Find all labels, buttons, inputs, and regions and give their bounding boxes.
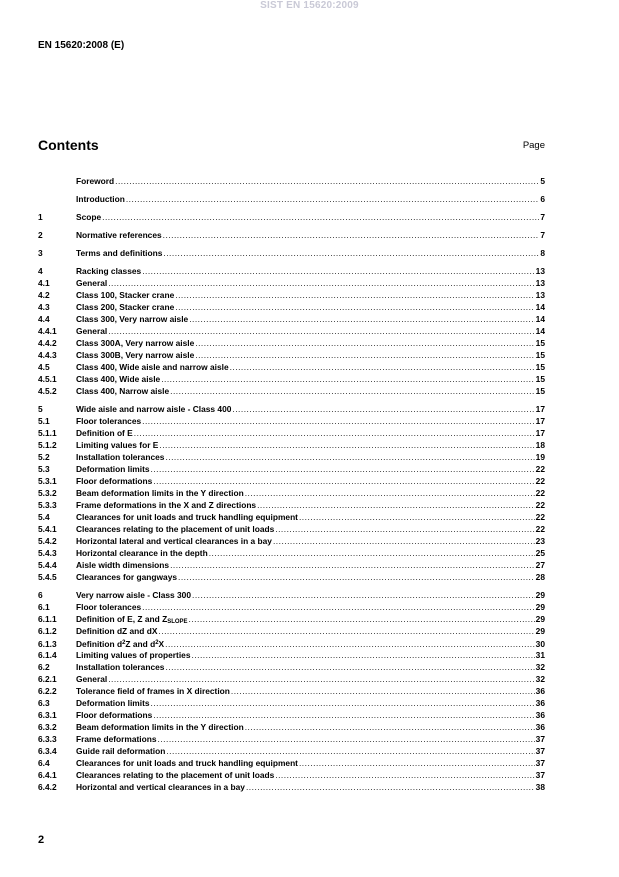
toc-entry-page: 22 [535, 524, 545, 534]
toc-leader-dots [163, 247, 539, 259]
toc-entry-number: 6.3 [38, 698, 50, 708]
toc-leader-dots [158, 625, 534, 637]
toc-leader-dots [166, 745, 534, 757]
toc-entry-page: 37 [535, 734, 545, 744]
toc-entry-title: Horizontal lateral and vertical clearances in a bay [76, 536, 272, 546]
toc-entry-title: Beam deformation limits in the Y direction [76, 722, 244, 732]
toc-entry-page: 15 [535, 350, 545, 360]
toc-entry-title: Floor deformations [76, 710, 153, 720]
toc-entry-page: 31 [535, 650, 545, 660]
toc-entry[interactable] [38, 415, 545, 427]
toc-entry-page: 37 [535, 758, 545, 768]
toc-entry-number: 4.4 [38, 314, 50, 324]
toc-entry-title: Introduction [76, 194, 125, 204]
toc-leader-dots [159, 439, 534, 451]
toc-entry-number: 4.5 [38, 362, 50, 372]
toc-leader-dots [299, 511, 535, 523]
toc-entry[interactable] [38, 697, 545, 709]
toc-leader-dots [108, 277, 534, 289]
toc-entry-title: Terms and definitions [76, 248, 163, 258]
toc-entry[interactable] [38, 211, 545, 223]
toc-entry-number: 5.4.4 [38, 560, 57, 570]
toc-entry-title: Class 100, Stacker crane [76, 290, 175, 300]
toc-entry[interactable] [38, 685, 545, 697]
toc-entry-number: 4.2 [38, 290, 50, 300]
toc-entry-number: 4.5.1 [38, 374, 57, 384]
toc-leader-dots [108, 325, 534, 337]
toc-entry[interactable] [38, 277, 545, 289]
toc-entry-page: 29 [535, 614, 545, 624]
toc-entry[interactable] [38, 247, 545, 259]
toc-entry[interactable] [38, 511, 545, 523]
toc-entry-number: 6.4.1 [38, 770, 57, 780]
toc-entry-page: 29 [535, 626, 545, 636]
toc-leader-dots [163, 229, 540, 241]
toc-entry-page: 22 [535, 476, 545, 486]
toc-entry[interactable] [38, 661, 545, 673]
toc-entry-page: 36 [535, 710, 545, 720]
toc-entry[interactable] [38, 547, 545, 559]
toc-entry-page: 8 [540, 248, 545, 258]
toc-leader-dots [142, 415, 535, 427]
toc-entry-title: Class 300, Very narrow aisle [76, 314, 189, 324]
toc-entry-page: 30 [535, 639, 545, 649]
toc-entry-number: 6.3.3 [38, 734, 57, 744]
toc-entry[interactable] [38, 349, 545, 361]
page-number: 2 [38, 834, 45, 846]
toc-entry-page: 25 [535, 548, 545, 558]
toc-entry-title: Class 400, Wide aisle [76, 374, 161, 384]
toc-entry[interactable] [38, 745, 545, 757]
toc-entry-title: Clearances for gangways [76, 572, 178, 582]
toc-entry-number: 5 [38, 404, 43, 414]
toc-entry-number: 4 [38, 266, 43, 276]
toc-entry-page: 17 [535, 428, 545, 438]
toc-entry-number: 5.3.1 [38, 476, 57, 486]
toc-entry-title: Clearances relating to the placement of unit loads [76, 524, 275, 534]
toc-entry[interactable] [38, 385, 545, 397]
toc-leader-dots [165, 451, 534, 463]
toc-entry[interactable] [38, 559, 545, 571]
toc-entry-title: Installation tolerances [76, 452, 165, 462]
toc-entry-page: 22 [535, 464, 545, 474]
toc-entry-title: Frame deformations [76, 734, 157, 744]
toc-entry-title: Class 200, Stacker crane [76, 302, 175, 312]
toc-entry-title: Very narrow aisle - Class 300 [76, 590, 191, 600]
toc-leader-dots [245, 721, 535, 733]
toc-leader-dots [232, 403, 534, 415]
toc-leader-dots [170, 559, 535, 571]
toc-entry-title: General [76, 326, 108, 336]
toc-entry[interactable] [38, 649, 545, 661]
toc-entry-number: 5.4.3 [38, 548, 57, 558]
toc-entry-page: 17 [535, 416, 545, 426]
toc-entry-title: Aisle width dimensions [76, 560, 170, 570]
document-id: EN 15620:2008 (E) [38, 40, 125, 51]
toc-entry-number: 6.2.1 [38, 674, 57, 684]
toc-entry-title: Definition $d^2Z$ and $d^2X$ [76, 639, 165, 649]
toc-leader-dots [189, 313, 534, 325]
toc-entry-page: 14 [535, 314, 545, 324]
toc-entry-page: 13 [535, 266, 545, 276]
toc-entry[interactable] [38, 625, 545, 637]
toc-entry-number: 6.4.2 [38, 782, 57, 792]
toc-entry-page: 37 [535, 746, 545, 756]
toc-entry-page: 15 [535, 338, 545, 348]
toc-entry-number: 6.4 [38, 758, 50, 768]
toc-entry-number: 5.3.2 [38, 488, 57, 498]
toc-leader-dots [192, 589, 535, 601]
toc-leader-dots [134, 427, 535, 439]
toc-entry-page: 32 [535, 662, 545, 672]
toc-leader-dots [257, 499, 535, 511]
toc-entry-number: 5.4.5 [38, 572, 57, 582]
toc-leader-dots [175, 301, 534, 313]
toc-entry-number: 6 [38, 590, 43, 600]
toc-entry-title: Class 400, Wide aisle and narrow aisle [76, 362, 229, 372]
toc-leader-dots [191, 649, 534, 661]
toc-entry-number: 5.1 [38, 416, 50, 426]
toc-entry-title: Definition dZ and dX [76, 626, 158, 636]
toc-entry-title: Scope [76, 212, 102, 222]
toc-entry[interactable] [38, 427, 545, 439]
toc-entry-number: 6.1 [38, 602, 50, 612]
toc-entry-title: Definition of E [76, 428, 133, 438]
toc-entry-title: Limiting values for E [76, 440, 159, 450]
toc-entry-title: Horizontal and vertical clearances in a bay [76, 782, 245, 792]
toc-entry-page: 7 [540, 212, 545, 222]
toc-entry[interactable] [38, 709, 545, 721]
toc-entry[interactable] [38, 325, 545, 337]
toc-entry-title: Clearances for unit loads and truck handling equipment [76, 758, 298, 768]
toc-leader-dots [161, 373, 534, 385]
toc-leader-dots [195, 337, 534, 349]
toc-leader-dots [170, 385, 535, 397]
toc-leader-dots [273, 535, 535, 547]
toc-leader-dots [245, 487, 535, 499]
toc-entry-page: 15 [535, 374, 545, 384]
toc-entry-page: 22 [535, 512, 545, 522]
toc-entry[interactable] [38, 439, 545, 451]
toc-entry[interactable] [38, 781, 545, 793]
toc-leader-dots [142, 601, 535, 613]
watermark: SIST EN 15620:2009 [260, 0, 359, 11]
toc-entry-number: 5.4 [38, 512, 50, 522]
toc-entry-title: General [76, 278, 108, 288]
toc-entry[interactable] [38, 499, 545, 511]
toc-entry-page: 15 [535, 362, 545, 372]
toc-entry-title: Frame deformations in the X and Z directions [76, 500, 257, 510]
toc-entry-number: 6.1.2 [38, 626, 57, 636]
toc-entry-number: 4.3 [38, 302, 50, 312]
toc-entry-number: 5.1.1 [38, 428, 57, 438]
toc-entry[interactable] [38, 193, 545, 205]
toc-entry[interactable] [38, 535, 545, 547]
toc-leader-dots [153, 709, 534, 721]
toc-entry-title: Guide rail deformation [76, 746, 166, 756]
toc-entry[interactable] [38, 769, 545, 781]
toc-leader-dots [195, 349, 534, 361]
toc-entry-page: 36 [535, 686, 545, 696]
toc-entry[interactable] [38, 229, 545, 241]
toc-entry-number: 6.1.1 [38, 614, 57, 624]
toc-entry-title: Deformation limits [76, 698, 150, 708]
toc-entry-title: Tolerance field of frames in X direction [76, 686, 230, 696]
toc-entry-title: Class 300A, Very narrow aisle [76, 338, 195, 348]
table-of-contents [38, 175, 545, 793]
toc-entry-number: 6.2 [38, 662, 50, 672]
toc-entry-number: 6.3.1 [38, 710, 57, 720]
toc-leader-dots [165, 661, 534, 673]
toc-leader-dots [246, 781, 535, 793]
toc-entry-title: Horizontal clearance in the depth [76, 548, 208, 558]
contents-heading: Contents [38, 137, 99, 153]
toc-entry[interactable] [38, 673, 545, 685]
toc-leader-dots [151, 697, 535, 709]
toc-entry-number: 6.1.3 [38, 639, 57, 649]
toc-entry-page: 27 [535, 560, 545, 570]
toc-entry[interactable] [38, 721, 545, 733]
toc-entry-title: Floor deformations [76, 476, 153, 486]
toc-entry-title: Installation tolerances [76, 662, 165, 672]
toc-entry-title: Class 400, Narrow aisle [76, 386, 170, 396]
toc-leader-dots [275, 523, 534, 535]
toc-entry-number: 2 [38, 230, 43, 240]
toc-entry[interactable] [38, 757, 545, 769]
toc-entry-page: 13 [535, 278, 545, 288]
page-column-label: Page [522, 140, 545, 151]
toc-entry-number: 4.5.2 [38, 386, 57, 396]
toc-entry-number: 5.2 [38, 452, 50, 462]
toc-entry[interactable] [38, 571, 545, 583]
toc-entry-page: 32 [535, 674, 545, 684]
toc-entry-page: 15 [535, 386, 545, 396]
toc-entry[interactable] [38, 523, 545, 535]
toc-entry-page: 37 [535, 770, 545, 780]
toc-leader-dots [230, 361, 535, 373]
toc-leader-dots [178, 571, 535, 583]
toc-entry-title: Wide aisle and narrow aisle - Class 400 [76, 404, 232, 414]
toc-leader-dots [115, 175, 539, 187]
toc-leader-dots [175, 289, 534, 301]
toc-entry[interactable] [38, 301, 545, 313]
toc-leader-dots [209, 547, 535, 559]
toc-entry-number: 1 [38, 212, 43, 222]
toc-entry-number: 5.4.1 [38, 524, 57, 534]
toc-entry[interactable] [38, 175, 545, 187]
toc-entry-page: 28 [535, 572, 545, 582]
toc-entry-page: 18 [535, 440, 545, 450]
toc-entry-number: 5.3.3 [38, 500, 57, 510]
toc-entry-number: 4.1 [38, 278, 50, 288]
toc-entry[interactable] [38, 637, 545, 649]
toc-entry[interactable] [38, 337, 545, 349]
toc-entry-number: 3 [38, 248, 43, 258]
toc-entry-number: 6.3.4 [38, 746, 57, 756]
toc-entry-title: Class 300B, Very narrow aisle [76, 350, 195, 360]
toc-entry-title: Clearances relating to the placement of unit loads [76, 770, 275, 780]
toc-entry-page: 17 [535, 404, 545, 414]
toc-entry-page: 14 [535, 302, 545, 312]
toc-entry[interactable] [38, 361, 545, 373]
toc-entry-number: 6.3.2 [38, 722, 57, 732]
toc-entry-page: 5 [540, 176, 545, 186]
toc-entry-title: General [76, 674, 108, 684]
toc-entry[interactable] [38, 451, 545, 463]
toc-leader-dots [126, 193, 539, 205]
toc-entry-number: 4.4.1 [38, 326, 57, 336]
toc-entry-number: 6.1.4 [38, 650, 57, 660]
toc-entry[interactable] [38, 373, 545, 385]
toc-entry[interactable] [38, 265, 545, 277]
toc-entry-title: Normative references [76, 230, 162, 240]
toc-entry-number: 4.4.3 [38, 350, 57, 360]
toc-entry-title: Floor tolerances [76, 416, 142, 426]
toc-leader-dots [142, 265, 534, 277]
toc-entry-title: Floor tolerances [76, 602, 142, 612]
toc-entry[interactable] [38, 475, 545, 487]
toc-entry-title: Deformation limits [76, 464, 150, 474]
toc-leader-dots [153, 475, 534, 487]
toc-entry-page: 19 [535, 452, 545, 462]
toc-leader-dots [158, 733, 535, 745]
toc-entry[interactable] [38, 313, 545, 325]
toc-entry-number: 5.1.2 [38, 440, 57, 450]
toc-entry[interactable] [38, 487, 545, 499]
toc-entry[interactable] [38, 463, 545, 475]
toc-entry-title: Limiting values of properties [76, 650, 191, 660]
toc-entry[interactable] [38, 403, 545, 415]
toc-entry-number: 5.4.2 [38, 536, 57, 546]
toc-entry[interactable] [38, 733, 545, 745]
toc-entry-page: 38 [535, 782, 545, 792]
toc-entry-page: 22 [535, 488, 545, 498]
toc-entry-page: 7 [540, 230, 545, 240]
toc-entry-title: Racking classes [76, 266, 142, 276]
toc-entry-page: 29 [535, 590, 545, 600]
toc-entry-page: 6 [540, 194, 545, 204]
toc-entry-title: Beam deformation limits in the Y direction [76, 488, 244, 498]
toc-entry-page: 29 [535, 602, 545, 612]
toc-leader-dots [189, 613, 535, 625]
toc-entry-page: 36 [535, 722, 545, 732]
toc-entry-page: 23 [535, 536, 545, 546]
toc-entry-page: 13 [535, 290, 545, 300]
toc-entry[interactable] [38, 613, 545, 625]
toc-entry-title: Clearances for unit loads and truck handling equipment [76, 512, 298, 522]
toc-entry-number: 4.4.2 [38, 338, 57, 348]
toc-leader-dots [108, 673, 534, 685]
toc-entry-page: 14 [535, 326, 545, 336]
toc-leader-dots [231, 685, 535, 697]
toc-entry[interactable] [38, 589, 545, 601]
toc-leader-dots [275, 769, 534, 781]
toc-leader-dots [299, 757, 535, 769]
toc-leader-dots [151, 463, 535, 475]
toc-leader-dots [102, 211, 539, 223]
toc-entry-number: 6.2.2 [38, 686, 57, 696]
toc-entry[interactable] [38, 601, 545, 613]
toc-entry-page: 22 [535, 500, 545, 510]
toc-entry-page: 36 [535, 698, 545, 708]
toc-entry-title: Foreword [76, 176, 115, 186]
toc-entry-title: Definition of E, Z and ZSLOPE [76, 614, 188, 625]
toc-entry-number: 5.3 [38, 464, 50, 474]
toc-entry[interactable] [38, 289, 545, 301]
